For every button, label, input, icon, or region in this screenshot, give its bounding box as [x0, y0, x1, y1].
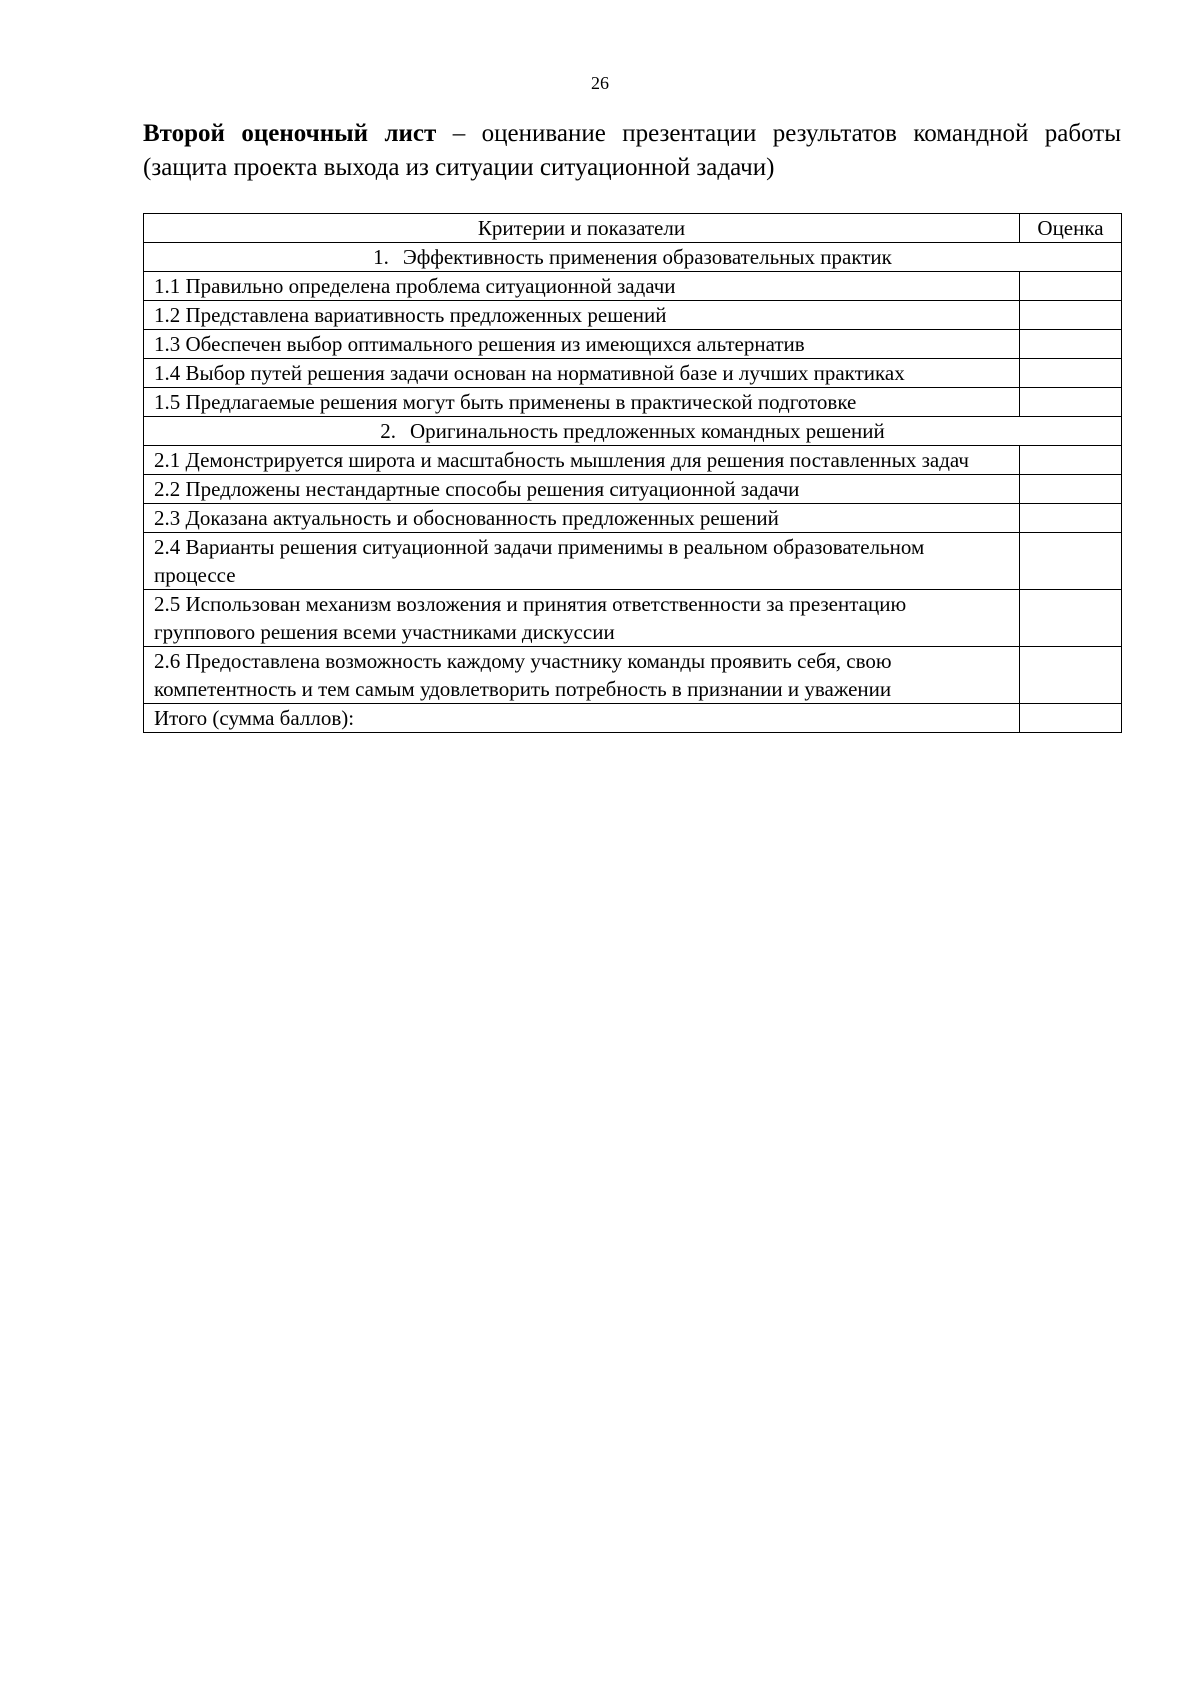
- score-cell[interactable]: [1020, 301, 1122, 330]
- criterion-text: 1.3 Обеспечен выбор оптимального решения из имеющихся альтернатив: [144, 330, 1020, 359]
- score-cell[interactable]: [1020, 533, 1122, 590]
- score-cell[interactable]: [1020, 504, 1122, 533]
- criterion-text: 2.2 Предложены нестандартные способы решения ситуационной задачи: [144, 475, 1020, 504]
- table-row: [144, 388, 1122, 417]
- criterion-text: 1.2 Представлена вариативность предложенных решений: [144, 301, 1020, 330]
- table-row: [144, 301, 1122, 330]
- criterion-text: 1.4 Выбор путей решения задачи основан на нормативной базе и лучших практиках: [144, 359, 1020, 388]
- evaluation-table: [143, 213, 1122, 733]
- criterion-text: 1.5 Предлагаемые решения могут быть применены в практической подготовке: [144, 388, 1020, 417]
- criterion-text: 2.3 Доказана актуальность и обоснованность предложенных решений: [144, 504, 1020, 533]
- section-title-cell: [144, 243, 1122, 272]
- page-number: 26: [591, 73, 609, 93]
- section-row: [144, 417, 1122, 446]
- score-cell[interactable]: [1020, 272, 1122, 301]
- table-row: [144, 359, 1122, 388]
- criterion-text: 2.6 Предоставлена возможность каждому участнику команды проявить себя, свою компетентность и тем самым удовлетворить потребность в признании и уважении: [144, 647, 1020, 704]
- heading-bold-title: Второй оценочный лист: [143, 120, 437, 147]
- table-row: [144, 533, 1122, 590]
- table-row: [144, 446, 1122, 475]
- score-cell[interactable]: [1020, 647, 1122, 704]
- section-title: Эффективность применения образовательных практик: [402, 245, 892, 269]
- table-row: [144, 330, 1122, 359]
- score-cell[interactable]: [1020, 330, 1122, 359]
- table-row: [144, 590, 1122, 647]
- page-heading: [143, 117, 1121, 185]
- section-number: 2.: [380, 419, 397, 443]
- header-criteria: Критерии и показатели: [144, 214, 1020, 243]
- score-cell[interactable]: [1020, 359, 1122, 388]
- heading-description: – оценивание презентации результатов командной работы (защита проекта выхода из ситуации ситуационной задачи): [143, 120, 1121, 181]
- table-row: [144, 475, 1122, 504]
- table-header-row: [144, 214, 1122, 243]
- criterion-text: 2.1 Демонстрируется широта и масштабность мышления для решения поставленных задач: [144, 446, 1020, 475]
- section-title: Оригинальность предложенных командных решений: [410, 419, 885, 443]
- score-cell[interactable]: [1020, 475, 1122, 504]
- header-score: Оценка: [1020, 214, 1122, 243]
- section-number: 1.: [373, 245, 389, 269]
- section-row: [144, 243, 1122, 272]
- total-score-cell[interactable]: [1020, 704, 1122, 733]
- total-row: [144, 704, 1122, 733]
- score-cell[interactable]: [1020, 590, 1122, 647]
- total-label: Итого (сумма баллов):: [144, 704, 1020, 733]
- table-row: [144, 272, 1122, 301]
- section-title-cell: [144, 417, 1122, 446]
- score-cell[interactable]: [1020, 388, 1122, 417]
- criterion-text: 2.4 Варианты решения ситуационной задачи применимы в реальном образовательном процессе: [144, 533, 1020, 590]
- table-row: [144, 647, 1122, 704]
- criterion-text: 1.1 Правильно определена проблема ситуационной задачи: [144, 272, 1020, 301]
- score-cell[interactable]: [1020, 446, 1122, 475]
- criterion-text: 2.5 Использован механизм возложения и принятия ответственности за презентацию группового решения всеми участниками дискуссии: [144, 590, 1020, 647]
- table-row: [144, 504, 1122, 533]
